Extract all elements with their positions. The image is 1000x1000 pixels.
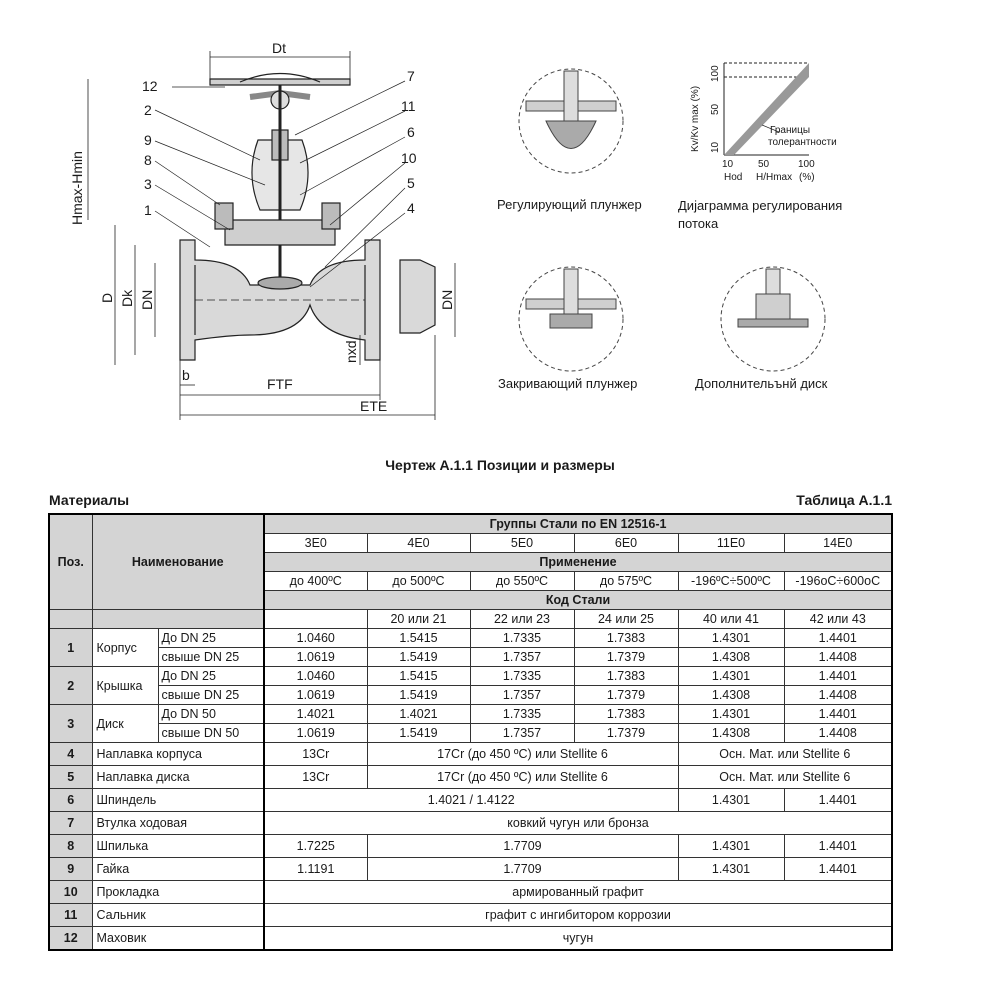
row-cell: 1.4408 [784,648,892,667]
row-cell: 1.4021 [264,705,367,724]
table-row [49,835,892,858]
row-cell: Осн. Мат. или Stellite 6 [678,766,892,789]
row-name: Корпус [92,629,158,667]
callout-6: 6 [407,124,415,140]
row-cell: 1.7379 [574,686,678,705]
application-cell: -196oC÷600oC [784,572,892,591]
callout-3: 3 [144,176,152,192]
dim-nxd: nxd [343,340,359,363]
table-row [49,724,892,743]
dim-hmax-hmin: Hmax-Hmin [69,151,85,225]
group-cell: 3E0 [264,534,367,553]
row-pos: 6 [49,789,92,812]
row-pos: 3 [49,705,92,743]
table-row [49,789,892,812]
table-row [49,766,892,789]
chart-note: Границы [770,125,810,136]
row-sublabel: свыше DN 50 [158,724,264,743]
caption-regulating-plunger: Регулирующий плунжер [497,197,642,212]
row-cell: 1.7335 [470,705,574,724]
table-row [49,927,892,951]
chart-xlabel-hod: Hod [724,172,743,183]
name-spacer [92,610,264,629]
table-row [49,881,892,904]
steel-code-cell [264,610,367,629]
row-cell: 1.5415 [367,629,470,648]
row-cell: 1.7335 [470,629,574,648]
steel-code-cell: 22 или 23 [470,610,574,629]
pos-spacer [49,610,92,629]
flow-diagram [684,55,844,185]
row-cell: 1.4308 [678,648,784,667]
row-cell: 1.4301 [678,705,784,724]
caption-flow-line2: потока [678,216,719,231]
row-cell: 1.7225 [264,835,367,858]
row-cell: 1.4301 [678,835,784,858]
table-row [49,705,892,724]
row-name: Прокладка [92,881,264,904]
table-row [49,904,892,927]
row-cell: 1.7383 [574,705,678,724]
row-cell: 1.4301 [678,858,784,881]
table-row [49,743,892,766]
row-cell: 1.5419 [367,686,470,705]
figure-title: Чертеж А.1.1 Позиции и размеры [385,457,615,473]
row-pos: 5 [49,766,92,789]
steel-code-cell: 20 или 21 [367,610,470,629]
application-cell: до 400ºC [264,572,367,591]
chart-xlabel-unit: (%) [799,172,815,183]
callout-11: 11 [401,98,416,114]
row-cell: 1.7335 [470,667,574,686]
row-name: Наплавка корпуса [92,743,264,766]
row-cell: 1.4401 [784,858,892,881]
row-cell: Осн. Мат. или Stellite 6 [678,743,892,766]
caption-flow-line1: Дијаграмма регулирования [678,198,843,213]
group-cell: 4E0 [367,534,470,553]
steel-code-cell: 40 или 41 [678,610,784,629]
row-cell: 1.4408 [784,724,892,743]
row-pos: 4 [49,743,92,766]
row-cell: 1.7709 [367,835,678,858]
row-pos: 12 [49,927,92,951]
table-row [49,858,892,881]
steel-code-cell: 24 или 25 [574,610,678,629]
row-pos: 11 [49,904,92,927]
callout-1: 1 [144,202,152,218]
callout-8: 8 [144,152,152,168]
caption-closing-plunger: Закривающий плунжер [498,376,638,391]
materials-table [48,513,893,951]
pos-header: Поз. [49,514,92,610]
row-pos: 8 [49,835,92,858]
row-cell: армированный графит [264,881,892,904]
row-cell: 1.4401 [784,789,892,812]
row-cell: 13Cr [264,743,367,766]
dim-dk: Dk [119,289,135,307]
caption-additional-disc: Дополнительънй диск [695,376,828,391]
row-pos: 2 [49,667,92,705]
row-cell: 1.0619 [264,686,367,705]
row-cell: 1.7357 [470,648,574,667]
group-cell: 14E0 [784,534,892,553]
row-cell: 1.0619 [264,648,367,667]
steel-code-cell: 42 или 43 [784,610,892,629]
detail-additional-disc [718,264,828,374]
row-cell: 1.7709 [367,858,678,881]
callout-7: 7 [407,68,415,84]
row-pos: 7 [49,812,92,835]
row-cell: 1.4301 [678,789,784,812]
callout-4: 4 [407,200,415,216]
row-cell: 1.4308 [678,686,784,705]
row-cell: чугун [264,927,892,951]
row-cell: 17Cr (до 450 ºC) или Stellite 6 [367,743,678,766]
table-row [49,667,892,686]
dim-dn-right: DN [439,289,455,310]
handwheel [210,79,350,85]
row-sublabel: До DN 50 [158,705,264,724]
row-cell: 1.4401 [784,835,892,858]
row-pos: 1 [49,629,92,667]
row-pos: 9 [49,858,92,881]
row-cell: 17Cr (до 450 ºC) или Stellite 6 [367,766,678,789]
chart-xtick: 10 [722,159,734,170]
application-header: Применение [264,553,892,572]
chart-ytick: 50 [710,103,721,115]
group-cell: 5E0 [470,534,574,553]
row-sublabel: До DN 25 [158,667,264,686]
row-cell: 1.4021 [367,705,470,724]
callout-10: 10 [401,150,417,166]
row-name: Шпилька [92,835,264,858]
row-cell: 13Cr [264,766,367,789]
row-sublabel: До DN 25 [158,629,264,648]
row-cell: 1.4401 [784,667,892,686]
row-cell: 1.7379 [574,724,678,743]
row-cell: 1.7379 [574,648,678,667]
row-cell: 1.4401 [784,705,892,724]
row-cell: графит с ингибитором коррозии [264,904,892,927]
chart-note: толерантности [768,137,837,148]
chart-xlabel-h: H/Hmax [756,172,793,183]
callout-5: 5 [407,175,415,191]
callout-12: 12 [142,78,158,94]
valve-drawing [60,35,530,465]
row-cell: 1.1191 [264,858,367,881]
row-sublabel: свыше DN 25 [158,686,264,705]
group-cell: 11E0 [678,534,784,553]
callout-2: 2 [144,102,152,118]
row-cell: 1.7357 [470,686,574,705]
row-cell: 1.5419 [367,648,470,667]
table-row [49,812,892,835]
chart-xtick: 100 [798,159,815,170]
row-cell: 1.4021 / 1.4122 [264,789,678,812]
callout-9: 9 [144,132,152,148]
detail-closing-plunger [516,264,626,374]
row-cell: 1.4401 [784,629,892,648]
row-cell: 1.5419 [367,724,470,743]
row-cell: 1.7357 [470,724,574,743]
chart-xtick: 50 [758,159,770,170]
chart-ytick: 10 [710,141,721,153]
row-name: Втулка ходовая [92,812,264,835]
dim-b: b [182,367,190,383]
row-name: Диск [92,705,158,743]
row-name: Гайка [92,858,264,881]
row-sublabel: свыше DN 25 [158,648,264,667]
row-cell: 1.4301 [678,667,784,686]
caption-flow-diagram [678,197,842,233]
row-cell: ковкий чугун или бронза [264,812,892,835]
table-row [49,629,892,648]
row-cell: 1.7383 [574,667,678,686]
row-pos: 10 [49,881,92,904]
dim-d: D [99,292,115,303]
application-cell: -196ºC÷500ºC [678,572,784,591]
chart-ytick: 100 [710,65,721,82]
row-name: Крышка [92,667,158,705]
dim-ete: ETE [360,398,388,414]
dim-ftf: FTF [267,376,293,392]
application-cell: до 575ºC [574,572,678,591]
row-cell: 1.4408 [784,686,892,705]
row-cell: 1.0460 [264,667,367,686]
row-cell: 1.0460 [264,629,367,648]
row-name: Шпиндель [92,789,264,812]
row-name: Маховик [92,927,264,951]
materials-title: Материалы [49,492,130,508]
table-title: Таблица А.1.1 [796,492,892,508]
steel-code-header: Код Стали [264,591,892,610]
name-header: Наименование [92,514,264,610]
detail-regulating-plunger [516,66,626,176]
group-cell: 6E0 [574,534,678,553]
table-row [49,648,892,667]
chart-ylabel: Kv/Kv max (%) [690,85,701,152]
groups-header: Группы Стали по EN 12516-1 [264,514,892,534]
row-cell: 1.7383 [574,629,678,648]
dim-dn-left: DN [139,289,155,310]
row-cell: 1.4301 [678,629,784,648]
row-name: Наплавка диска [92,766,264,789]
row-cell: 1.4308 [678,724,784,743]
dim-dt: Dt [272,40,286,56]
row-cell: 1.5415 [367,667,470,686]
application-cell: до 500ºC [367,572,470,591]
row-name: Сальник [92,904,264,927]
row-cell: 1.0619 [264,724,367,743]
table-row [49,686,892,705]
application-cell: до 550ºC [470,572,574,591]
